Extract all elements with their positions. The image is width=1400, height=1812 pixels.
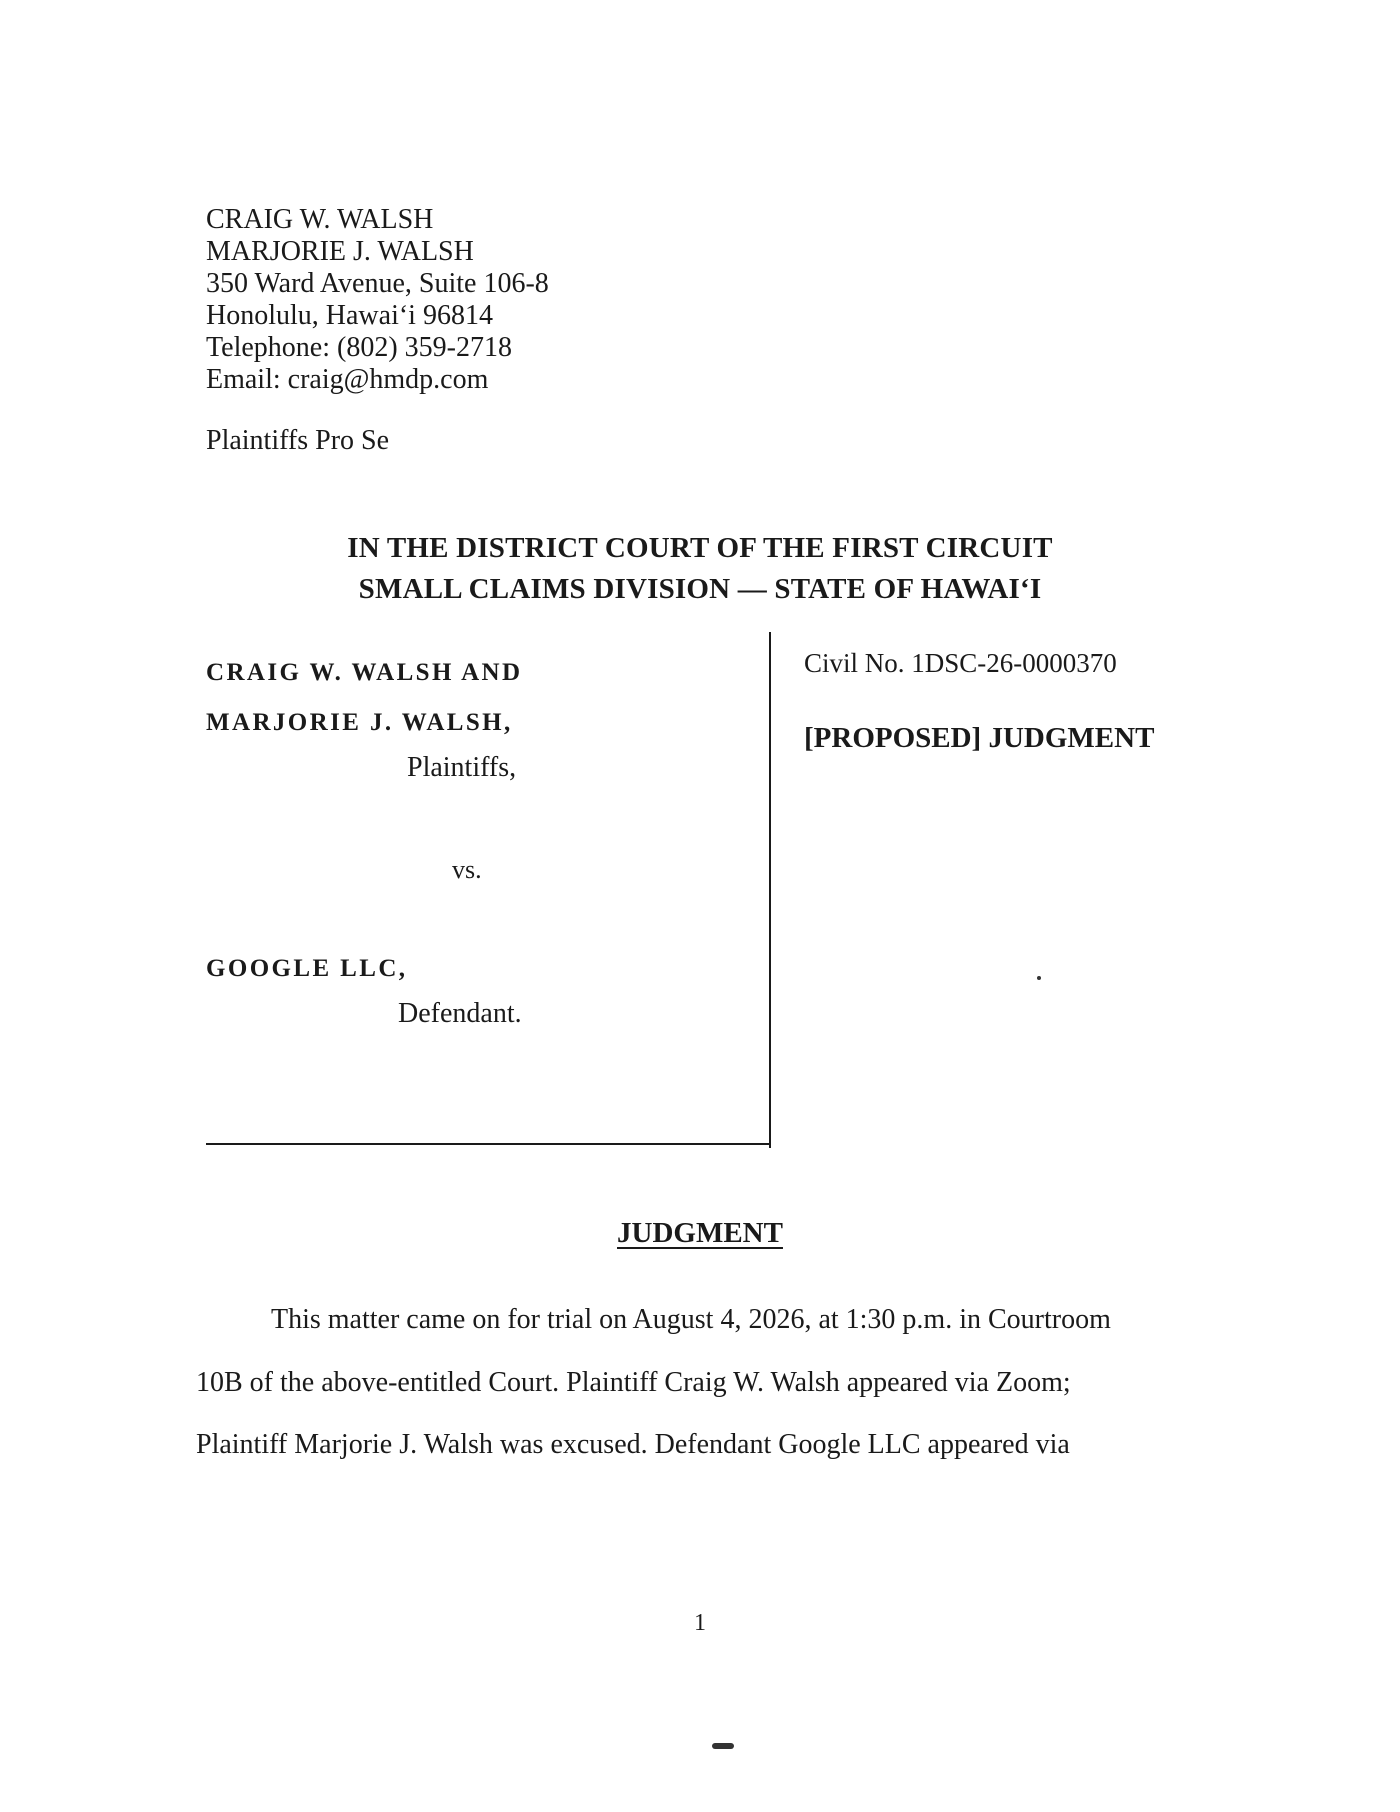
document-title: [PROPOSED] JUDGMENT: [804, 722, 1155, 754]
court-heading-line1: IN THE DISTRICT COURT OF THE FIRST CIRCUIT: [347, 532, 1053, 564]
judgment-body-line3: Plaintiff Marjorie J. Walsh was excused. Defendant Google LLC appeared via: [196, 1429, 1070, 1460]
plaintiff-name-line2: MARJORIE J. WALSH,: [206, 709, 513, 736]
page-number: 1: [694, 1610, 706, 1636]
attorney-role: Plaintiffs Pro Se: [206, 425, 390, 456]
plaintiff-role: Plaintiffs,: [407, 752, 517, 783]
attorney-name-marjorie: MARJORIE J. WALSH: [206, 236, 474, 267]
judgment-body-line1: This matter came on for trial on August 4, 2026, at 1:30 p.m. in Courtroom: [271, 1304, 1111, 1335]
judgment-heading: [0, 1217, 1400, 1250]
caption-vertical-rule: [769, 632, 771, 1148]
attorney-telephone: Telephone: (802) 359-2718: [206, 332, 512, 363]
judgment-heading-text: JUDGMENT: [617, 1217, 783, 1249]
attorney-address-street: 350 Ward Avenue, Suite 106-8: [206, 268, 549, 299]
defendant-name: GOOGLE LLC,: [206, 955, 408, 982]
scan-smudge: [712, 1743, 734, 1749]
versus-label: vs.: [452, 855, 482, 884]
case-number: Civil No. 1DSC-26-0000370: [804, 648, 1117, 678]
caption-horizontal-rule: [206, 1143, 771, 1145]
attorney-address-city: Honolulu, Hawai‘i 96814: [206, 300, 493, 331]
attorney-email: Email: craig@hmdp.com: [206, 364, 489, 395]
attorney-name-craig: CRAIG W. WALSH: [206, 204, 434, 235]
scan-speck: [1037, 976, 1041, 980]
plaintiff-name-line1: CRAIG W. WALSH AND: [206, 659, 523, 686]
court-heading-line2: SMALL CLAIMS DIVISION — STATE OF HAWAI‘I: [358, 573, 1042, 605]
judgment-body-line2: 10B of the above-entitled Court. Plaintiff Craig W. Walsh appeared via Zoom;: [196, 1367, 1071, 1398]
defendant-role: Defendant.: [398, 998, 522, 1029]
